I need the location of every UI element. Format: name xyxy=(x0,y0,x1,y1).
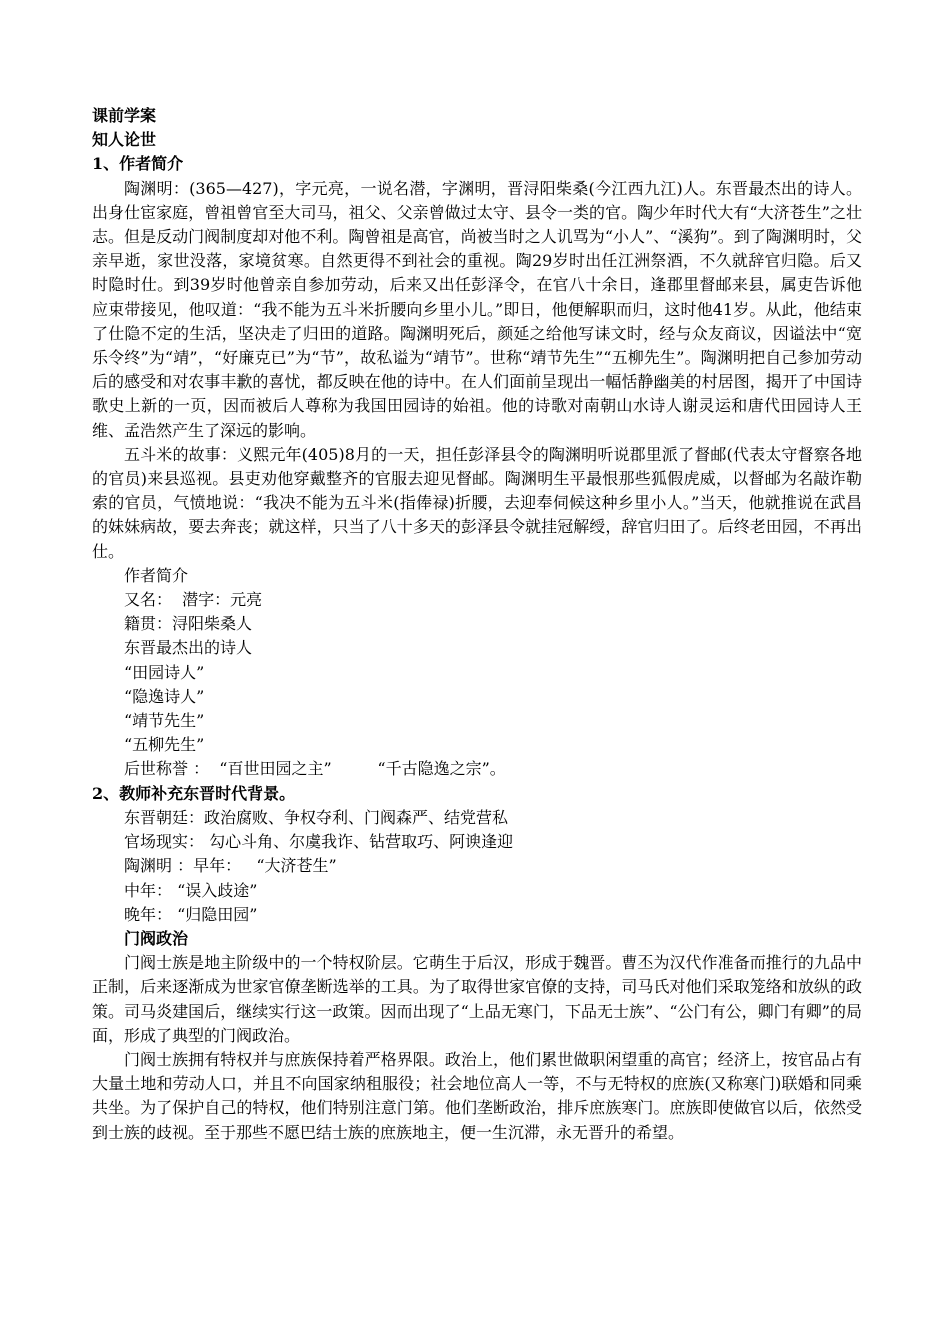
background-officials: 官场现实： 勾心斗角、尔虞我诈、钻营取巧、阿谀逢迎 xyxy=(124,832,514,852)
summary-origin: 籍贯：浔阳柴桑人 xyxy=(124,614,253,634)
summary-title-3: “靖节先生” xyxy=(124,711,205,731)
heading-lesson: 课前学案 xyxy=(92,106,157,125)
heading-clan-politics: 门阀政治 xyxy=(124,928,189,948)
background-early-years: 陶渊明 ：早年： “大济苍生” xyxy=(124,856,337,876)
heading-author-intro: 1、作者简介 xyxy=(92,154,184,174)
summary-title-2: “隐逸诗人” xyxy=(124,686,205,706)
background-middle-years: 中年： “误入歧途” xyxy=(124,880,258,900)
summary-title-4: “五柳先生” xyxy=(124,735,205,755)
summary-title: 作者简介 xyxy=(124,565,189,585)
background-late-years: 晚年： “归隐田园” xyxy=(124,904,258,924)
paragraph-biography: 陶渊明：(365—427)，字元亮，一说名潜，字渊明，晋浔阳柴桑(今江西九江)人。东晋最杰出的诗人。出身仕宦家庭，曾祖曾官至大司马，祖父、父亲曾做过太守、县令一类的官。陶少年时代大有“大济苍生”之壮志。但是反动门阀制度却对他不利。陶曾祖是高官，尚被当时之人讥骂为“小人”、“溪狗”。到了陶渊明时，父亲早逝，家世没落，家境贫寒。自然更得不到社会的重视。陶29岁时出任江洲祭酒，不久就辞官归隐。后又时隐时仕。到39岁时他曾亲自参加劳动，后来又出任彭泽令，在官八十余日，逢郡里督邮来县，属吏告诉他应束带接见，他叹道：“我不能为五斗米折腰向乡里小儿。”即日，他便解职而归，这时他41岁。从此，他结束了仕隐不定的生活，坚决走了归田的道路。陶渊明死后，颜延之给他写诔文时，经与众友商议，因谥法中“宽乐令终”为“靖”，“好廉克已”为“节”，故私谥为“靖节”。世称“靖节先生”“五柳先生”。陶渊明把自己参加劳动后的感受和对农事丰歉的喜忧，都反映在他的诗中。在人们面前呈现出一幅恬静幽美的村居图，揭开了中国诗歌史上新的一页，因而被后人尊称为我国田园诗的始祖。他的诗歌对南朝山水诗人谢灵运和唐代田园诗人王维、孟浩然产生了深远的影响。 xyxy=(92,178,862,440)
background-court: 东晋朝廷：政治腐败、争权夺利、门阀森严、结党营私 xyxy=(124,807,509,827)
paragraph-clan-politics-2: 门阀士族拥有特权并与庶族保持着严格界限。政治上，他们累世做职闲望重的高官；经济上，按官品占有大量土地和劳动人口，并且不向国家纳租服役；社会地位高人一等，不与无特权的庶族(又称寒门)联婚和同乘共坐。为了保护自己的特权，他们特别注意门第。他们垄断政治，排斥庶族寒门。庶族即使做官以后，依然受到士族的歧视。至于那些不愿巴结士族的庶族地主，便一生沉滞，永无晋升的希望。 xyxy=(92,1049,862,1142)
document-page xyxy=(92,104,862,1145)
paragraph-clan-politics-1: 门阀士族是地主阶级中的一个特权阶层。它萌生于后汉，形成于魏晋。曹丕为汉代作准备而推行的九品中正制，后来逐渐成为世家官僚垄断选举的工具。为了取得世家官僚的支持，司马氏对他们采取笼络和放纵的政策。司马炎建国后，继续实行这一政策。因而出现了“上品无寒门，下品无士族”、“公门有公，卿门有卿”的局面，形成了典型的门阀政治。 xyxy=(92,953,862,1045)
heading-background: 2、教师补充东晋时代背景。 xyxy=(92,783,296,803)
summary-rank: 东晋最杰出的诗人 xyxy=(124,638,253,658)
summary-title-1: “田园诗人” xyxy=(124,662,205,682)
summary-praise: 后世称誉 ： “百世田园之主” “千古隐逸之宗”。 xyxy=(124,759,506,779)
summary-alias: 又名： 潜字：元亮 xyxy=(124,590,263,610)
heading-context: 知人论世 xyxy=(92,130,157,150)
paragraph-five-dou-story: 五斗米的故事：义熙元年(405)8月的一天，担任彭泽县令的陶渊明听说郡里派了督邮(代表太守督察各地的官员)来县巡视。县吏劝他穿戴整齐的官服去迎见督邮。陶渊明生平最恨那些狐假虎威，以督邮为名敲诈勒索的官员，气愤地说：“我决不能为五斗米(指俸禄)折腰，去迎奉伺候这种乡里小人。”当天，他就推说在武昌的妹妹病故，要去奔丧；就这样，只当了八十多天的彭泽县令就挂冠解绶，辞官归田了。后终老田园，不再出仕。 xyxy=(92,444,862,561)
